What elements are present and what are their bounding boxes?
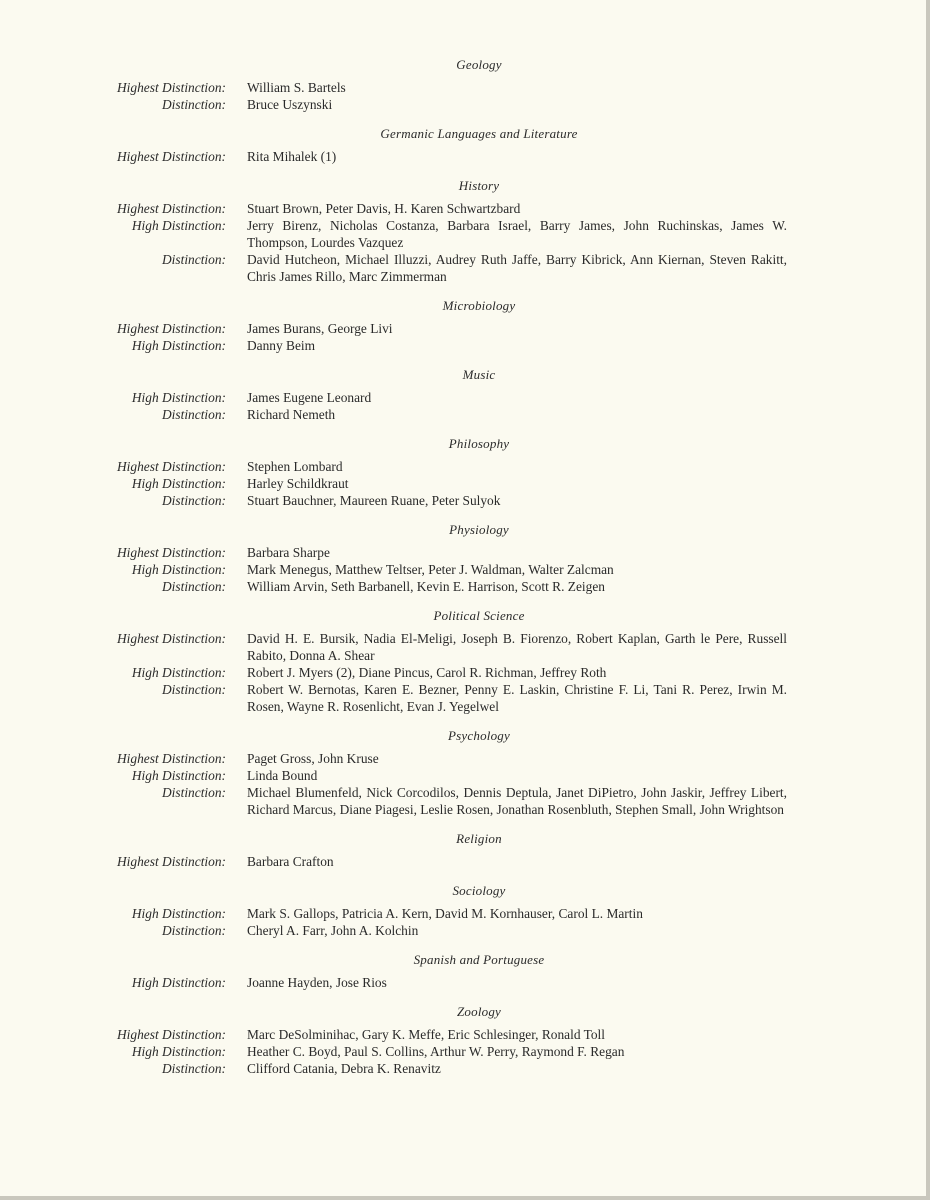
names-list: Heather C. Boyd, Paul S. Collins, Arthur W. Perry, Raymond F. Regan: [247, 1044, 625, 1059]
names-list: Clifford Catania, Debra K. Renavitz: [247, 1061, 441, 1076]
distinction-label: Distinction:: [162, 97, 226, 112]
distinction-label: Highest Distinction:: [117, 854, 226, 869]
entry-row: [0, 337, 930, 354]
names-list: Rita Mihalek (1): [247, 149, 337, 164]
names-list: David H. E. Bursik, Nadia El-Meligi, Joseph B. Fiorenzo, Robert Kaplan, Garth le Pere, Russell Rabito, Donna A. Shear: [247, 631, 787, 663]
section-spanish-portuguese: [0, 951, 930, 991]
section-title: Germanic Languages and Literature: [380, 126, 578, 141]
section-title: Religion: [456, 831, 502, 846]
section-title: Philosophy: [448, 436, 510, 451]
distinction-label: Highest Distinction:: [117, 80, 226, 95]
distinction-label: Distinction:: [162, 252, 226, 267]
distinction-label: Highest Distinction:: [117, 459, 226, 474]
section-geology: [0, 56, 930, 113]
entry-row: [0, 1060, 930, 1077]
entry-row: [0, 96, 930, 113]
section-political-science: [0, 607, 930, 715]
names-list: Michael Blumenfeld, Nick Corcodilos, Dennis Deptula, Janet DiPietro, John Jaskir, Jeffrey Libert, Richard Marcus, Diane Piagesi, Leslie Rosen, Jonathan Rosenbluth, Stephen Small, John Wrightson: [247, 785, 787, 817]
distinction-label: High Distinction:: [131, 338, 226, 353]
section-title: Spanish and Portuguese: [413, 952, 545, 967]
entry-row: [0, 1026, 930, 1043]
section-title: Political Science: [433, 608, 525, 623]
names-list: Mark Menegus, Matthew Teltser, Peter J. Waldman, Walter Zalcman: [247, 562, 614, 577]
entry-row: [0, 750, 930, 767]
entry-row: [0, 320, 930, 337]
names-list: Stuart Bauchner, Maureen Ruane, Peter Sulyok: [247, 493, 501, 508]
names-list: Stuart Brown, Peter Davis, H. Karen Schwartzbard: [247, 201, 521, 216]
entry-row: [0, 406, 930, 423]
names-list: Stephen Lombard: [247, 459, 343, 474]
distinction-label: Highest Distinction:: [117, 201, 226, 216]
distinction-label: Distinction:: [162, 493, 226, 508]
names-list: Jerry Birenz, Nicholas Costanza, Barbara Israel, Barry James, John Ruchinskas, James W. Thompson, Lourdes Vazquez: [247, 218, 787, 250]
section-title: Geology: [456, 57, 502, 72]
distinction-label: Highest Distinction:: [117, 631, 226, 646]
names-list: David Hutcheon, Michael Illuzzi, Audrey Ruth Jaffe, Barry Kibrick, Ann Kiernan, Steven Rakitt, Chris James Rillo, Marc Zimmerman: [247, 252, 787, 284]
entry-row: [0, 784, 930, 818]
distinction-label: High Distinction:: [131, 218, 226, 233]
names-list: Danny Beim: [247, 338, 316, 353]
names-list: Cheryl A. Farr, John A. Kolchin: [247, 923, 419, 938]
entry-row: [0, 561, 930, 578]
distinction-label: Distinction:: [162, 682, 226, 697]
distinction-label: Highest Distinction:: [117, 751, 226, 766]
section-microbiology: [0, 297, 930, 354]
entry-row: [0, 148, 930, 165]
names-list: Richard Nemeth: [247, 407, 336, 422]
section-title: Microbiology: [442, 298, 516, 313]
distinction-label: Distinction:: [162, 923, 226, 938]
distinction-label: Highest Distinction:: [117, 1027, 226, 1042]
names-list: Barbara Crafton: [247, 854, 334, 869]
section-physiology: [0, 521, 930, 595]
entry-row: [0, 475, 930, 492]
names-list: William Arvin, Seth Barbanell, Kevin E. Harrison, Scott R. Zeigen: [247, 579, 605, 594]
names-list: James Burans, George Livi: [247, 321, 393, 336]
section-zoology: [0, 1003, 930, 1077]
entry-row: [0, 630, 930, 664]
distinction-label: Highest Distinction:: [117, 321, 226, 336]
entry-row: [0, 389, 930, 406]
entry-row: [0, 922, 930, 939]
distinction-label: Distinction:: [162, 785, 226, 800]
names-list: Robert W. Bernotas, Karen E. Bezner, Penny E. Laskin, Christine F. Li, Tani R. Perez, Irwin M. Rosen, Wayne R. Rosenlicht, Evan J. Yegelwel: [247, 682, 787, 714]
entry-row: [0, 578, 930, 595]
entry-row: [0, 217, 930, 251]
honors-list: [0, 56, 930, 1077]
section-title: Psychology: [448, 728, 510, 743]
names-list: Joanne Hayden, Jose Rios: [247, 975, 387, 990]
entry-row: [0, 905, 930, 922]
distinction-label: Highest Distinction:: [117, 149, 226, 164]
entry-row: [0, 664, 930, 681]
section-philosophy: [0, 435, 930, 509]
distinction-label: Distinction:: [162, 407, 226, 422]
distinction-label: Highest Distinction:: [117, 545, 226, 560]
section-germanic-languages: [0, 125, 930, 165]
names-list: Barbara Sharpe: [247, 545, 330, 560]
distinction-label: High Distinction:: [131, 390, 226, 405]
entry-row: [0, 767, 930, 784]
section-title: Zoology: [456, 1004, 501, 1019]
distinction-label: High Distinction:: [131, 476, 226, 491]
entry-row: [0, 544, 930, 561]
distinction-label: High Distinction:: [131, 665, 226, 680]
distinction-label: High Distinction:: [131, 906, 226, 921]
names-list: Bruce Uszynski: [247, 97, 333, 112]
entry-row: [0, 79, 930, 96]
names-list: James Eugene Leonard: [247, 390, 372, 405]
distinction-label: High Distinction:: [131, 1044, 226, 1059]
entry-row: [0, 200, 930, 217]
distinction-label: High Distinction:: [131, 975, 226, 990]
distinction-label: High Distinction:: [131, 562, 226, 577]
names-list: Robert J. Myers (2), Diane Pincus, Carol R. Richman, Jeffrey Roth: [247, 665, 607, 680]
section-sociology: [0, 882, 930, 939]
section-music: [0, 366, 930, 423]
entry-row: [0, 1043, 930, 1060]
distinction-label: High Distinction:: [131, 768, 226, 783]
entry-row: [0, 681, 930, 715]
names-list: Linda Bound: [247, 768, 318, 783]
distinction-label: Distinction:: [162, 1061, 226, 1076]
names-list: William S. Bartels: [247, 80, 346, 95]
names-list: Mark S. Gallops, Patricia A. Kern, David M. Kornhauser, Carol L. Martin: [247, 906, 643, 921]
names-list: Paget Gross, John Kruse: [247, 751, 379, 766]
entry-row: [0, 853, 930, 870]
section-history: [0, 177, 930, 285]
section-title: History: [458, 178, 500, 193]
section-psychology: [0, 727, 930, 818]
entry-row: [0, 974, 930, 991]
section-religion: [0, 830, 930, 870]
entry-row: [0, 251, 930, 285]
names-list: Marc DeSolminihac, Gary K. Meffe, Eric Schlesinger, Ronald Toll: [247, 1027, 606, 1042]
names-list: Harley Schildkraut: [247, 476, 349, 491]
section-title: Sociology: [452, 883, 506, 898]
entry-row: [0, 458, 930, 475]
distinction-label: Distinction:: [162, 579, 226, 594]
section-title: Music: [462, 367, 496, 382]
entry-row: [0, 492, 930, 509]
section-title: Physiology: [449, 522, 509, 537]
